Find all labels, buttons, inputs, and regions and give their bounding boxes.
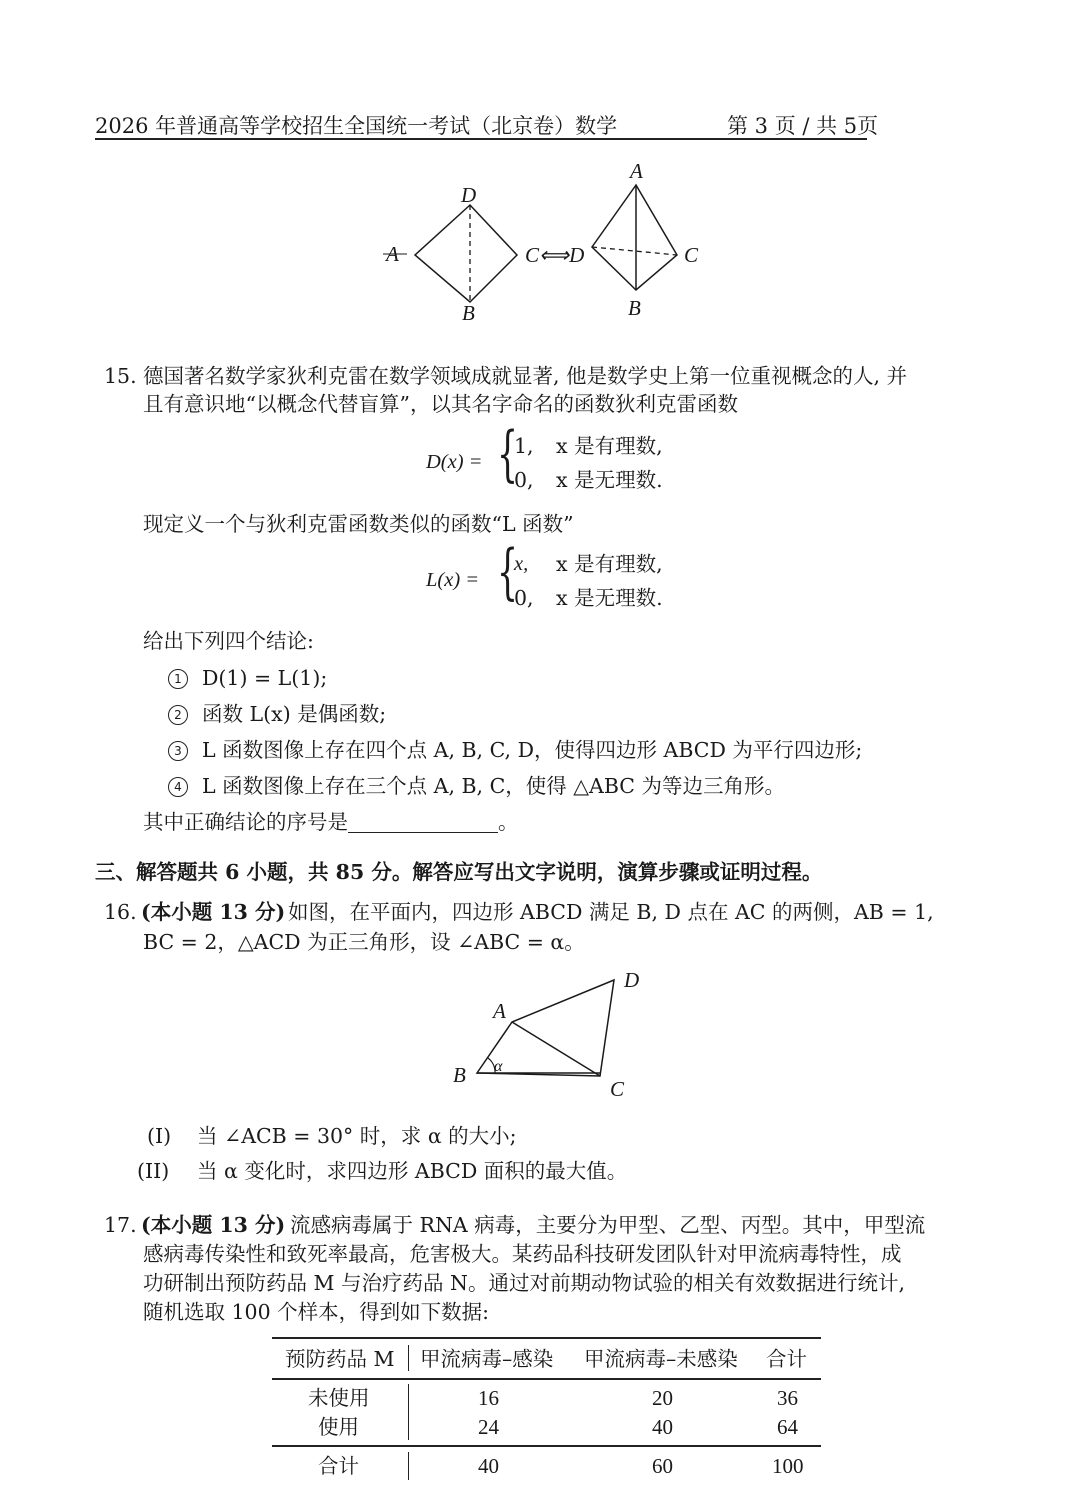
q15-line2: 且有意识地“以概念代替盲算”，以其名字命名的函数狄利克雷函数 xyxy=(143,392,738,416)
D-case1-condition: x 是有理数, xyxy=(556,434,663,458)
q16-part1-label: (I) xyxy=(147,1124,172,1148)
table-vline xyxy=(408,1452,409,1480)
label-alpha: α xyxy=(494,1058,503,1075)
left-square xyxy=(415,205,517,302)
q15-number: 15. xyxy=(104,364,137,388)
answer-prefix: 其中正确结论的序号是 xyxy=(143,810,348,834)
conclusion-4 xyxy=(168,772,785,800)
D-case1-value: 1, xyxy=(514,434,534,458)
table-cell: 36 xyxy=(777,1386,798,1410)
circled-number: 2 xyxy=(168,705,188,725)
q17-line1: 流感病毒属于 RNA 病毒，主要分为甲型、乙型、丙型。其中，甲型流 xyxy=(290,1213,926,1237)
table-vline xyxy=(408,1345,409,1371)
table-cell: 40 xyxy=(652,1415,673,1439)
q17-score: (本小题 13 分) xyxy=(141,1213,286,1237)
L-case1-condition: x 是有理数, xyxy=(556,552,663,576)
L-case2-value: 0, xyxy=(514,586,534,610)
table-header-cell: 甲流病毒–未感染 xyxy=(584,1347,738,1371)
table-row-label: 使用 xyxy=(318,1415,359,1439)
left-label-A: A xyxy=(386,242,399,266)
quadrilateral-figure xyxy=(440,960,660,1110)
answer-blank[interactable] xyxy=(348,812,498,833)
page-indicator: 第 3 页 / 共 5页 xyxy=(727,114,879,138)
q16-number: 16. xyxy=(104,900,137,924)
q15-given: 给出下列四个结论: xyxy=(143,629,314,653)
table-cell: 16 xyxy=(478,1386,499,1410)
conclusion-1 xyxy=(168,664,327,692)
table-cell: 64 xyxy=(777,1415,798,1439)
arrow-label: C⟺D xyxy=(525,243,585,267)
q17-number: 17. xyxy=(104,1213,137,1237)
tetra-outline xyxy=(592,185,677,290)
label-D: D xyxy=(624,968,640,992)
left-label-B: B xyxy=(462,301,475,325)
L-function-lhs: L(x) = xyxy=(426,569,480,591)
conclusion-text: 函数 L(x) 是偶函数; xyxy=(202,702,387,726)
q15-L-intro: 现定义一个与狄利克雷函数类似的函数“L 函数” xyxy=(143,512,574,536)
tetra-label-B: B xyxy=(628,296,641,320)
table-row-label: 未使用 xyxy=(308,1386,370,1410)
table-header-cell: 甲流病毒–感染 xyxy=(420,1347,554,1371)
circled-number: 4 xyxy=(168,777,188,797)
circled-number: 1 xyxy=(168,669,188,689)
table-cell: 20 xyxy=(652,1386,673,1410)
q16-score: (本小题 13 分) xyxy=(141,900,286,924)
tetra-edge-DC xyxy=(592,247,677,255)
D-case2-condition: x 是无理数. xyxy=(556,468,663,492)
table-header-rule xyxy=(272,1378,821,1380)
answer-suffix: 。 xyxy=(498,810,519,834)
q16-line1: 如图，在平面内，四边形 ABCD 满足 B, D 点在 AC 的两侧，AB = 1, xyxy=(288,900,934,924)
q16-part1: 当 ∠ACB = 30° 时，求 α 的大小; xyxy=(197,1124,517,1148)
L-case1-value: x, xyxy=(514,553,529,575)
label-B: B xyxy=(453,1063,466,1087)
left-label-D: D xyxy=(461,183,477,207)
D-case2-value: 0, xyxy=(514,468,534,492)
conclusion-text: L 函数图像上存在四个点 A, B, C, D，使得四边形 ABCD 为平行四边形; xyxy=(202,738,863,762)
fold-figure xyxy=(370,150,730,330)
L-brace: { xyxy=(497,537,519,607)
conclusion-text: L 函数图像上存在三个点 A, B, C，使得 △ABC 为等边三角形。 xyxy=(202,774,785,798)
q17-line4: 随机选取 100 个样本，得到如下数据: xyxy=(143,1300,490,1324)
q15-line1: 德国著名数学家狄利克雷在数学领域成就显著, 他是数学史上第一位重视概念的人, 并 xyxy=(143,364,908,388)
tetra-label-C: C xyxy=(684,243,699,267)
label-A: A xyxy=(493,999,506,1023)
conclusion-2 xyxy=(168,700,386,728)
conclusion-3 xyxy=(168,736,862,764)
tetra-label-A: A xyxy=(630,159,643,183)
table-total-cell: 100 xyxy=(772,1454,804,1478)
q17-line3: 功研制出预防药品 M 与治疗药品 N。通过对前期动物试验的相关有效数据进行统计, xyxy=(143,1271,905,1295)
L-case2-condition: x 是无理数. xyxy=(556,586,663,610)
q16-line2: BC = 2，△ACD 为正三角形，设 ∠ABC = α。 xyxy=(143,930,585,954)
exam-title: 2026 年普通高等学校招生全国统一考试（北京卷）数学 xyxy=(95,114,618,138)
table-header-cell: 预防药品 M xyxy=(285,1347,395,1371)
table-cell: 24 xyxy=(478,1415,499,1439)
table-total-rule xyxy=(272,1445,821,1447)
table-header-cell: 合计 xyxy=(766,1347,807,1371)
q15-answer-line xyxy=(143,808,519,836)
table-vline xyxy=(408,1384,409,1440)
q17-line2: 感病毒传染性和致死率最高，危害极大。某药品科技研发团队针对甲流病毒特性，成 xyxy=(143,1242,902,1266)
table-total-label: 合计 xyxy=(318,1454,359,1478)
label-C: C xyxy=(610,1077,625,1101)
table-total-cell: 40 xyxy=(478,1454,499,1478)
table-top-rule xyxy=(272,1337,821,1339)
section-3-title: 三、解答题共 6 小题，共 85 分。解答应写出文字说明，演算步骤或证明过程。 xyxy=(95,860,823,884)
q16-part2-label: (II) xyxy=(137,1159,170,1183)
table-total-cell: 60 xyxy=(652,1454,673,1478)
conclusion-text: D(1) = L(1); xyxy=(202,666,328,690)
diagonal-AC xyxy=(512,1022,600,1076)
circled-number: 3 xyxy=(168,741,188,761)
D-function-lhs: D(x) = xyxy=(426,451,483,473)
header-rule xyxy=(95,138,867,140)
D-brace: { xyxy=(497,419,519,489)
q16-part2: 当 α 变化时，求四边形 ABCD 面积的最大值。 xyxy=(197,1159,628,1183)
